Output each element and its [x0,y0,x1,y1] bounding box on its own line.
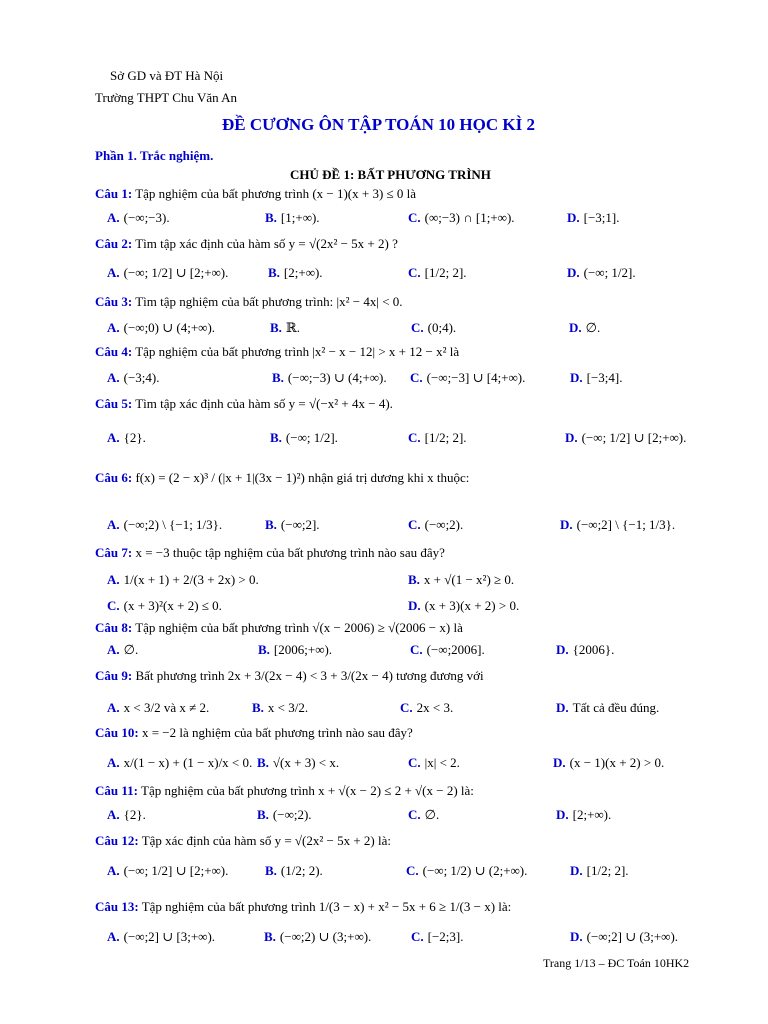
option-d [567,210,620,226]
question-number: Câu 2: [95,236,133,251]
option-text: (−∞;2). [424,517,464,532]
option-d [567,265,636,281]
option-label: C. [408,755,421,770]
option-text: (x + 3)²(x + 2) ≤ 0. [123,598,222,613]
option-text: x + √(1 − x²) ≥ 0. [423,572,515,587]
option-label: C. [408,807,421,822]
option-label: D. [570,370,583,385]
option-text: [1/2; 2]. [424,265,467,280]
option-d [556,642,614,658]
option-label: B. [270,320,282,335]
question-11 [95,783,474,799]
option-b [270,320,300,336]
option-label: C. [406,863,419,878]
option-a [107,807,146,823]
option-text: 1/(x + 1) + 2/(3 + 2x) > 0. [123,572,259,587]
option-label: B. [258,642,270,657]
question-text: Tìm tập xác định của hàm số y = √(−x² + 4x − 4). [135,396,393,411]
option-label: D. [556,700,569,715]
option-b [265,863,323,879]
page-title: ĐỀ CƯƠNG ÔN TẬP TOÁN 10 HỌC KÌ 2 [222,115,535,134]
option-label: A. [107,700,120,715]
option-label: D. [408,598,421,613]
option-label: B. [272,370,284,385]
option-d [553,755,664,771]
option-b [265,210,320,226]
option-b [270,430,338,446]
question-12 [95,833,391,849]
option-text: ∅. [424,807,440,822]
question-text: Bất phương trình 2x + 3/(2x − 4) < 3 + 3/(2x − 4) tương đương với [135,668,484,683]
question-number: Câu 4: [95,344,133,359]
department-name: Sở GD và ĐT Hà Nội [110,68,224,83]
option-label: C. [410,642,423,657]
option-d [570,370,623,386]
option-label: C. [408,430,421,445]
option-label: D. [569,320,582,335]
option-label: A. [107,929,120,944]
option-c [408,517,463,533]
option-text: (−∞;−3] ∪ [4;+∞). [426,370,526,385]
question-5 [95,396,393,412]
question-text: Tập nghiệm của bất phương trình x + √(x − 2) ≤ 2 + √(x − 2) là: [141,783,474,798]
option-d [570,863,629,879]
option-label: B. [252,700,264,715]
option-b [257,755,339,771]
option-label: A. [107,517,120,532]
option-text: (−∞;2). [272,807,312,822]
question-3 [95,294,403,310]
question-text: Tập nghiệm của bất phương trình (x − 1)(x + 3) ≤ 0 là [135,186,417,201]
option-text: {2}. [123,807,146,822]
option-b [257,807,312,823]
option-text: (0;4). [427,320,457,335]
option-c [408,430,467,446]
question-10 [95,725,413,741]
option-text: (−∞;2) ∪ (3;+∞). [279,929,372,944]
option-text: (x − 1)(x + 2) > 0. [569,755,665,770]
option-text: x < 3/2 và x ≠ 2. [123,700,210,715]
option-label: D. [567,265,580,280]
option-c [107,598,222,614]
question-9 [95,668,484,684]
question-6 [95,470,469,486]
question-text: Tập nghiệm của bất phương trình 1/(3 − x) + x² − 5x + 6 ≥ 1/(3 − x) là: [141,899,512,914]
option-label: A. [107,430,120,445]
option-a [107,320,215,336]
question-4 [95,344,459,360]
question-text: Tập xác định của hàm số y = √(2x² − 5x + 2) là: [141,833,391,848]
question-number: Câu 7: [95,545,133,560]
topic-heading: CHỦ ĐỀ 1: BẤT PHƯƠNG TRÌNH [290,167,491,182]
option-text: ℝ. [285,320,300,335]
option-c [408,210,515,226]
option-label: D. [565,430,578,445]
option-text: (−∞; 1/2] ∪ [2;+∞). [123,863,229,878]
option-text: x/(1 − x) + (1 − x)/x < 0. [123,755,253,770]
option-a [107,517,222,533]
option-label: A. [107,863,120,878]
option-label: B. [257,755,269,770]
option-a [107,863,228,879]
option-text: [2006;+∞). [273,642,333,657]
question-number: Câu 10: [95,725,139,740]
option-label: A. [107,320,120,335]
question-1 [95,186,416,202]
option-text: (−∞; 1/2] ∪ [2;+∞). [123,265,229,280]
option-label: C. [408,210,421,225]
option-text: (−∞;2) \ {−1; 1/3}. [123,517,223,532]
option-c [400,700,453,716]
option-text: (∞;−3) ∩ [1;+∞). [424,210,515,225]
option-label: A. [107,210,120,225]
part-heading: Phần 1. Trắc nghiệm. [95,148,214,163]
option-d [569,320,600,336]
question-text: Tìm tập nghiệm của bất phương trình: |x² − 4x| < 0. [135,294,403,309]
option-label: C. [400,700,413,715]
question-text: Tập nghiệm của bất phương trình √(x − 2006) ≥ √(2006 − x) là [135,620,463,635]
option-text: |x| < 2. [424,755,460,770]
option-text: {2006}. [572,642,615,657]
option-a [107,929,215,945]
option-c [411,320,456,336]
page-footer: Trang 1/13 – ĐC Toán 10HK2 [543,956,690,970]
option-b [272,370,387,386]
option-a [107,755,252,771]
question-number: Câu 13: [95,899,139,914]
option-text: (−∞; 1/2]. [285,430,338,445]
option-label: D. [560,517,573,532]
option-text: 2x < 3. [416,700,454,715]
option-a [107,265,228,281]
option-c [411,929,464,945]
option-b [265,517,320,533]
option-text: [2;+∞). [283,265,323,280]
option-label: C. [411,929,424,944]
option-label: B. [265,210,277,225]
option-label: D. [556,642,569,657]
option-label: B. [264,929,276,944]
option-c [410,370,525,386]
option-c [406,863,527,879]
option-text: (−∞;2006]. [426,642,485,657]
option-label: C. [408,265,421,280]
option-b [408,572,514,588]
option-text: (−∞;−3) ∪ (4;+∞). [287,370,387,385]
option-label: A. [107,370,120,385]
option-c [408,807,439,823]
option-text: (−∞;2]. [280,517,320,532]
option-label: D. [567,210,580,225]
option-label: A. [107,572,120,587]
option-label: C. [107,598,120,613]
option-text: [1;+∞). [280,210,320,225]
option-text: (−∞;2] ∪ (3;+∞). [586,929,679,944]
option-text: (−∞; 1/2] ∪ [2;+∞). [581,430,687,445]
question-text: x = −3 thuộc tập nghiệm của bất phương trình nào sau đây? [135,545,445,560]
question-text: x = −2 là nghiệm của bất phương trình nào sau đây? [141,725,413,740]
option-label: D. [570,929,583,944]
option-a [107,572,259,588]
question-number: Câu 8: [95,620,133,635]
option-text: (−∞;2] \ {−1; 1/3}. [576,517,676,532]
option-text: ∅. [123,642,139,657]
option-c [408,265,467,281]
option-text: [−3;4]. [586,370,623,385]
school-name: Trường THPT Chu Văn An [95,90,238,105]
option-text: [1/2; 2]. [424,430,467,445]
option-text: {2}. [123,430,146,445]
option-text: [−2;3]. [427,929,464,944]
option-label: B. [270,430,282,445]
option-a [107,642,138,658]
question-number: Câu 1: [95,186,133,201]
question-7 [95,545,445,561]
question-2 [95,236,398,252]
option-text: (−3;4). [123,370,160,385]
option-d [560,517,675,533]
question-number: Câu 9: [95,668,133,683]
option-label: D. [570,863,583,878]
option-label: B. [265,863,277,878]
option-a [107,430,146,446]
option-a [107,210,170,226]
option-label: A. [107,642,120,657]
option-c [408,755,460,771]
option-text: [2;+∞). [572,807,612,822]
question-number: Câu 5: [95,396,133,411]
question-text: Tìm tập xác định của hàm số y = √(2x² − 5x + 2) ? [135,236,398,251]
question-text: f(x) = (2 − x)³ / (|x + 1|(3x − 1)²) nhận giá trị dương khi x thuộc: [135,470,470,485]
question-number: Câu 12: [95,833,139,848]
option-label: B. [257,807,269,822]
option-a [107,370,160,386]
option-text: (−∞;2] ∪ [3;+∞). [123,929,216,944]
option-a [107,700,209,716]
option-d [408,598,519,614]
option-text: (−∞;−3). [123,210,170,225]
option-text: (1/2; 2). [280,863,323,878]
option-text: Tất cả đều đúng. [572,700,660,715]
option-b [258,642,332,658]
question-8 [95,620,463,636]
option-label: A. [107,807,120,822]
option-text: [1/2; 2]. [586,863,629,878]
option-label: A. [107,755,120,770]
option-label: D. [553,755,566,770]
question-number: Câu 6: [95,470,133,485]
option-d [556,700,659,716]
option-text: ∅. [585,320,601,335]
option-text: x < 3/2. [267,700,309,715]
question-number: Câu 3: [95,294,133,309]
option-b [268,265,323,281]
option-label: C. [408,517,421,532]
option-label: C. [411,320,424,335]
option-b [264,929,371,945]
option-text: [−3;1]. [583,210,620,225]
question-number: Câu 11: [95,783,138,798]
option-text: (−∞; 1/2]. [583,265,636,280]
option-label: B. [265,517,277,532]
option-text: √(x + 3) < x. [272,755,340,770]
option-label: D. [556,807,569,822]
option-d [556,807,611,823]
option-d [570,929,678,945]
option-label: B. [408,572,420,587]
option-text: (x + 3)(x + 2) > 0. [424,598,520,613]
option-label: B. [268,265,280,280]
option-text: (−∞;0) ∪ (4;+∞). [123,320,216,335]
option-d [565,430,686,446]
question-13 [95,899,511,915]
option-label: A. [107,265,120,280]
option-label: C. [410,370,423,385]
option-b [252,700,308,716]
question-text: Tập nghiệm của bất phương trình |x² − x − 12| > x + 12 − x² là [135,344,460,359]
option-text: (−∞; 1/2) ∪ (2;+∞). [422,863,528,878]
option-c [410,642,485,658]
